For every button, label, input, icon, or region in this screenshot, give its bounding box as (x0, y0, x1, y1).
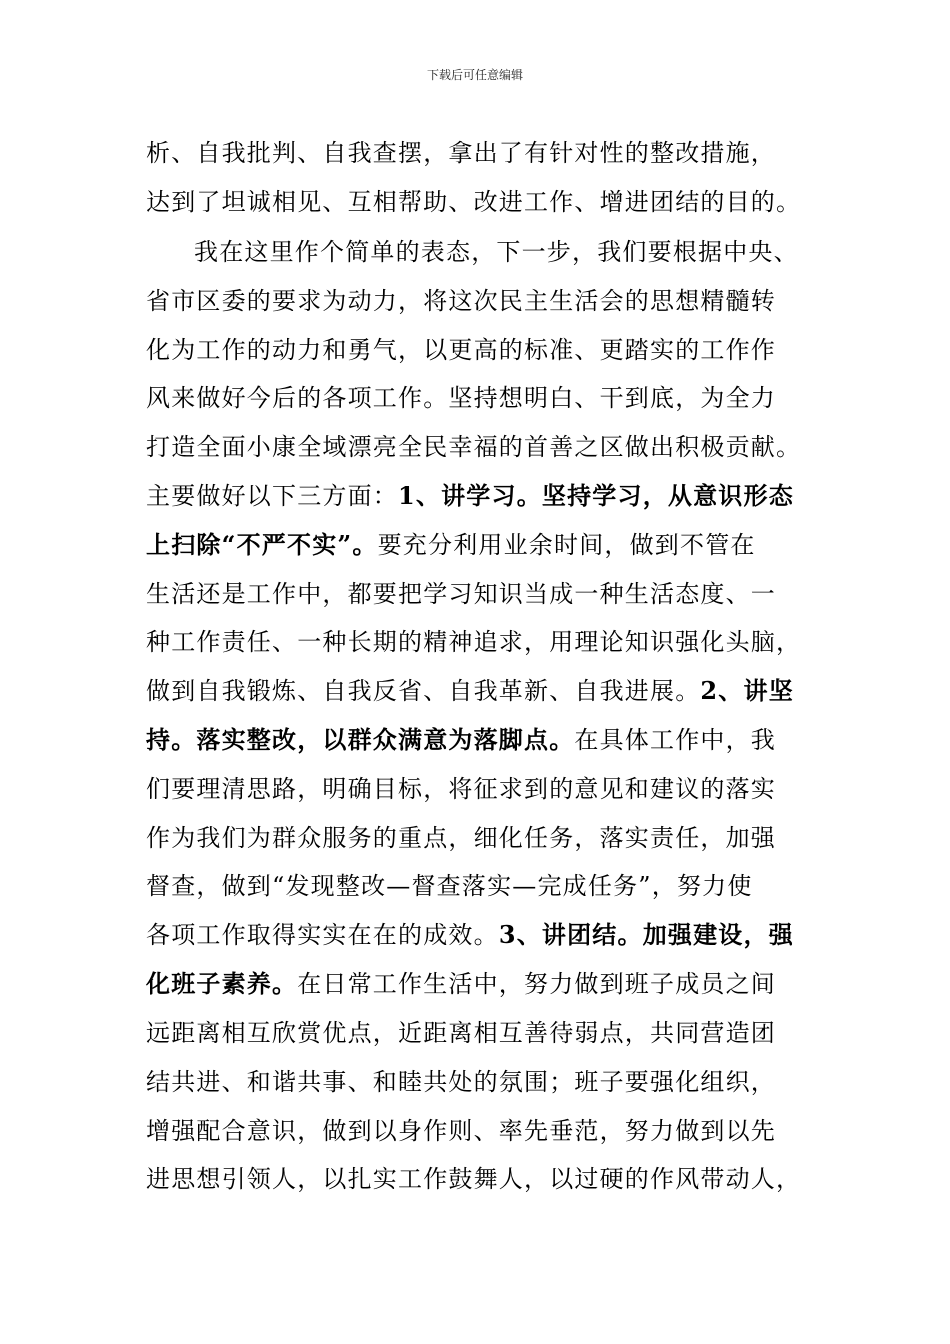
bold-text-segment: 3、讲团结。加强建设，强 (498, 920, 794, 949)
text-segment: 督查，做到“发现整改—督查落实—完成任务”，努力使 (146, 872, 753, 900)
text-segment: 远距离相互欣赏优点，近距离相互善待弱点，共同营造团 (146, 1019, 776, 1047)
text-segment: 风来做好今后的各项工作。坚持想明白、干到底，为全力 (146, 384, 776, 412)
bold-text-segment: 持。落实整改，以群众满意为落脚点。 (146, 725, 575, 754)
text-line (146, 1062, 776, 1102)
text-line (146, 281, 776, 321)
text-line (146, 622, 801, 662)
text-segment: 我在这里作个简单的表态，下一步，我们要根据中央、 (194, 238, 799, 266)
text-line (146, 525, 756, 565)
text-segment: 在日常工作生活中，努力做到班子成员之间 (297, 970, 777, 998)
bold-text-segment: 1、讲学习。坚持学习，从意识形态 (398, 481, 794, 510)
text-line (146, 818, 776, 858)
text-segment: 们要理清思路，明确目标，将征求到的意见和建议的落实 (146, 775, 776, 803)
text-segment: 做到自我锻炼、自我反省、自我革新、自我进展。 (146, 677, 701, 705)
text-line (146, 476, 794, 516)
text-line (146, 964, 776, 1004)
text-segment: 进思想引领人，以扎实工作鼓舞人，以过硬的作风带动人， (146, 1165, 802, 1193)
text-line (146, 574, 776, 614)
text-segment: 要充分利用业余时间，做到不管在 (377, 531, 756, 559)
bold-text-segment: 上扫除“不严不实”。 (146, 530, 378, 559)
text-line (146, 133, 776, 173)
text-line (146, 1111, 776, 1151)
text-segment: 主要做好以下三方面： (146, 482, 398, 510)
text-segment: 省市区委的要求为动力，将这次民主生活会的思想精髓转 (146, 287, 776, 315)
header-note: 下载后可任意编辑 (426, 68, 523, 82)
text-segment: 作为我们为群众服务的重点，细化任务，落实责任，加强 (146, 824, 776, 852)
text-line (146, 671, 794, 711)
text-line (146, 378, 776, 418)
text-line (146, 866, 753, 906)
text-segment: 种工作责任、一种长期的精神追求，用理论知识强化头脑， (146, 628, 802, 656)
text-segment: 结共进、和谐共事、和睦共处的氛围；班子要强化组织， (146, 1068, 776, 1096)
text-segment: 达到了坦诚相见、互相帮助、改进工作、增进团结的目的。 (146, 188, 802, 216)
text-segment: 在具体工作中，我 (574, 726, 777, 754)
text-segment: 各项工作取得实实在在的成效。 (146, 921, 499, 949)
text-line (146, 1013, 776, 1053)
text-segment: 化为工作的动力和勇气，以更高的标准、更踏实的工作作 (146, 336, 776, 364)
text-segment: 打造全面小康全域漂亮全民幸福的首善之区做出积极贡献。 (146, 433, 802, 461)
text-line (194, 232, 799, 272)
text-line (146, 769, 776, 809)
text-segment: 析、自我批判、自我查摆，拿出了有针对性的整改措施， (146, 139, 776, 167)
text-line (146, 1159, 801, 1199)
text-line (146, 915, 794, 955)
text-segment: 生活还是工作中，都要把学习知识当成一种生活态度、一 (146, 580, 776, 608)
bold-text-segment: 化班子素养。 (146, 969, 298, 998)
text-line (146, 720, 776, 760)
text-line (146, 427, 801, 467)
text-line (146, 182, 801, 222)
bold-text-segment: 2、讲坚 (700, 676, 794, 705)
text-line (146, 330, 776, 370)
text-segment: 增强配合意识，做到以身作则、率先垂范，努力做到以先 (146, 1117, 776, 1145)
